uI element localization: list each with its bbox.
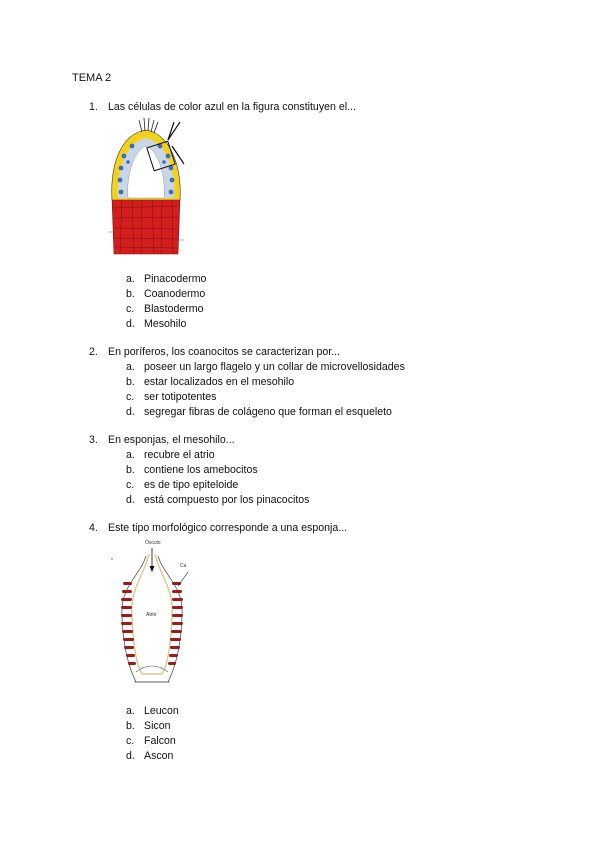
question-number: 4. [89, 522, 98, 534]
option-letter: a. [126, 273, 135, 285]
option-1c[interactable] [126, 303, 203, 315]
option-letter: c. [126, 391, 135, 403]
question-text: Las células de color azul en la figura constituyen el... [108, 101, 356, 113]
option-text: recubre el atrio [144, 449, 215, 461]
option-letter: c. [126, 479, 135, 491]
question-1 [89, 101, 356, 113]
option-letter: d. [126, 318, 135, 330]
option-letter: b. [126, 376, 135, 388]
option-letter: a. [126, 361, 135, 373]
option-2a[interactable] [126, 361, 405, 373]
option-text: Blastodermo [144, 303, 204, 315]
option-2b[interactable] [126, 376, 294, 388]
option-text: Falcon [144, 735, 176, 747]
option-3b[interactable] [126, 464, 258, 476]
option-letter: d. [126, 494, 135, 506]
option-text: Coanodermo [144, 288, 206, 300]
option-text: Leucon [144, 705, 179, 717]
question-number: 3. [89, 434, 98, 446]
question-text: En esponjas, el mesohilo... [108, 434, 235, 446]
question-text: En poríferos, los coanocitos se caracterizan por... [108, 346, 341, 358]
option-letter: c. [126, 303, 135, 315]
sponge-figure-1 [108, 116, 186, 260]
option-letter: a. [126, 705, 135, 717]
option-2d[interactable] [126, 406, 392, 418]
option-text: contiene los amebocitos [144, 464, 258, 476]
page-title: TEMA 2 [72, 72, 112, 84]
option-letter: b. [126, 288, 135, 300]
label-corner: * [111, 558, 113, 564]
option-3c[interactable] [126, 479, 238, 491]
label-ca: Ca [180, 563, 187, 569]
label-atrium: Atrio [146, 612, 157, 618]
option-letter: a. [126, 449, 135, 461]
option-4d[interactable] [126, 750, 173, 762]
option-letter: c. [126, 735, 135, 747]
option-3a[interactable] [126, 449, 215, 461]
option-1a[interactable] [126, 273, 206, 285]
option-4c[interactable] [126, 735, 176, 747]
option-text: poseer un largo flagelo y un collar de microvellosidades [144, 361, 405, 373]
option-letter: b. [126, 464, 135, 476]
option-1b[interactable] [126, 288, 205, 300]
option-text: Sicon [144, 720, 171, 732]
option-text: es de tipo epiteloide [144, 479, 239, 491]
option-text: está compuesto por los pinacocitos [144, 494, 310, 506]
option-text: Pinacodermo [144, 273, 207, 285]
label-osculum: Ósculo [145, 540, 161, 546]
option-3d[interactable] [126, 494, 309, 506]
question-number: 1. [89, 101, 98, 113]
option-2c[interactable] [126, 391, 216, 403]
question-3 [89, 434, 235, 446]
option-4b[interactable] [126, 720, 171, 732]
option-text: estar localizados en el mesohilo [144, 376, 295, 388]
option-text: Ascon [144, 750, 174, 762]
question-text: Este tipo morfológico corresponde a una esponja... [108, 522, 348, 534]
option-text: segregar fibras de colágeno que forman el esqueleto [144, 406, 392, 418]
option-letter: d. [126, 406, 135, 418]
question-number: 2. [89, 346, 98, 358]
question-4 [89, 522, 347, 534]
option-1d[interactable] [126, 318, 186, 330]
option-text: Mesohilo [144, 318, 187, 330]
option-4a[interactable] [126, 705, 179, 717]
option-letter: d. [126, 750, 135, 762]
sponge-figure-2 [106, 536, 198, 690]
option-letter: b. [126, 720, 135, 732]
question-2 [89, 346, 340, 358]
option-text: ser totipotentes [144, 391, 217, 403]
